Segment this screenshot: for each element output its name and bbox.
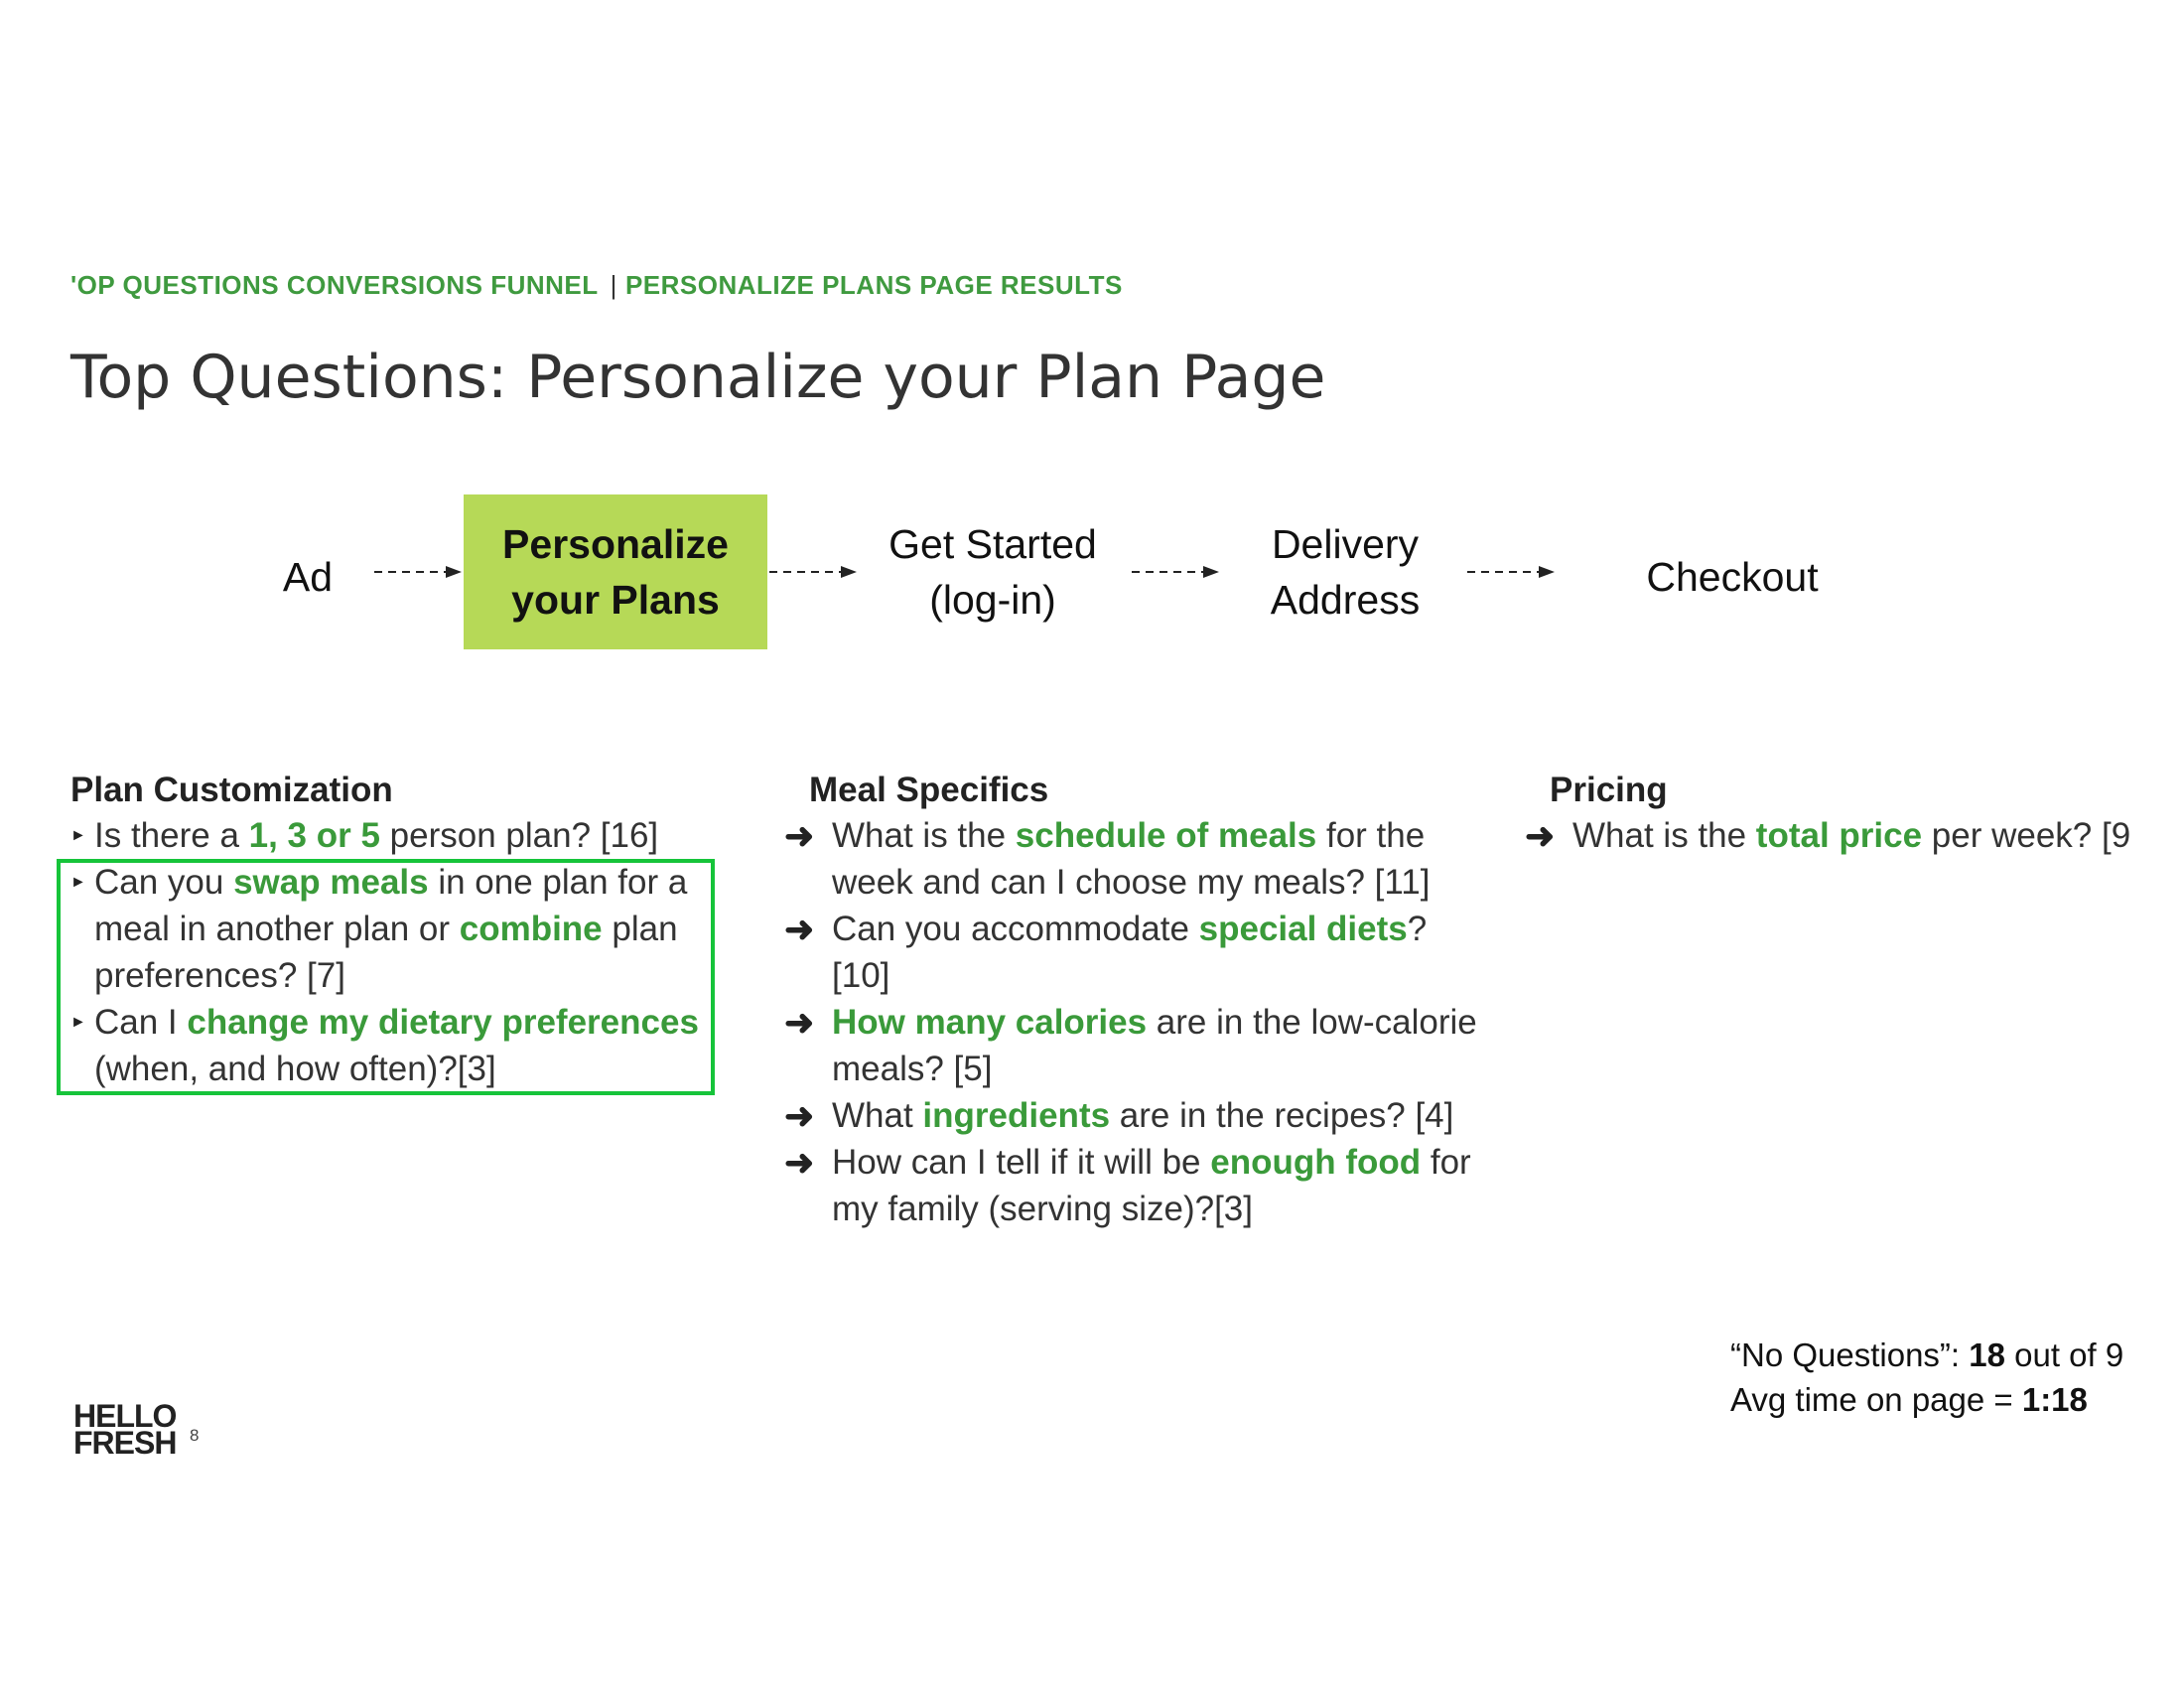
list-item: ➜ What ingredients are in the recipes? [4] xyxy=(784,1092,1479,1139)
section-kicker xyxy=(70,270,1123,301)
funnel-step-label-line2: Address xyxy=(1270,577,1421,623)
funnel-step-get-started xyxy=(874,516,1112,628)
avg-time-stat: Avg time on page = 1:18 xyxy=(1730,1381,2088,1418)
bullet-triangle-icon: ► xyxy=(70,827,86,844)
funnel-step-label-line1: Delivery xyxy=(1271,521,1420,567)
meal-specifics-list xyxy=(784,812,1479,1232)
kicker-separator: | xyxy=(610,270,617,300)
list-item: ➜ How many calories are in the low-calorie meals? [5] xyxy=(784,999,1479,1092)
funnel-step-label: Checkout xyxy=(1646,554,1819,600)
plan-customization-heading: Plan Customization xyxy=(70,771,393,809)
page-number: 8 xyxy=(190,1426,200,1445)
bullet-triangle-icon: ► xyxy=(70,874,86,891)
arrow-right-icon: ➜ xyxy=(784,1142,815,1183)
list-item: ➜ Can you accommodate special diets? [10] xyxy=(784,906,1479,999)
pricing-heading: Pricing xyxy=(1550,771,1668,809)
funnel-step-delivery xyxy=(1241,516,1449,628)
meal-specifics-heading: Meal Specifics xyxy=(809,771,1049,809)
arrow-right-icon: ➜ xyxy=(784,909,815,949)
kicker-left: 'OP QUESTIONS CONVERSIONS FUNNEL xyxy=(70,270,599,300)
page-title: Top Questions: Personalize your Plan Page xyxy=(70,343,1326,412)
funnel-arrow-3 xyxy=(1132,564,1221,568)
pricing-list xyxy=(1525,812,2140,859)
funnel-step-ad xyxy=(268,549,347,605)
funnel-arrow-1 xyxy=(374,564,464,568)
funnel-step-label: Ad xyxy=(282,554,334,600)
funnel-arrow-4 xyxy=(1467,564,1557,568)
meal-specifics-column xyxy=(784,771,1479,1232)
pricing-column xyxy=(1525,771,2140,859)
funnel-step-label-line2: (log-in) xyxy=(929,577,1056,623)
list-item: ➜ What is the total price per week? [9 xyxy=(1525,812,2140,859)
list-item: ► Can I change my dietary preferences (when, and how often)?[3] xyxy=(70,999,726,1092)
funnel-step-personalize xyxy=(464,494,767,649)
highlight-box xyxy=(57,859,715,1095)
funnel-step-label-line2: your Plans xyxy=(511,577,720,623)
funnel-step-checkout xyxy=(1618,549,1846,605)
hellofresh-logo: HELLO FRESH xyxy=(73,1398,177,1461)
no-questions-stat: “No Questions”: 18 out of 9 xyxy=(1730,1336,2124,1373)
funnel-step-label-line1: Personalize xyxy=(502,521,729,567)
arrow-right-icon: ➜ xyxy=(784,1095,815,1136)
list-item: ► Can you swap meals in one plan for a meal in another plan or combine plan preferences? [7] xyxy=(70,859,726,999)
list-item: ➜ What is the schedule of meals for the week and can I choose my meals? [11] xyxy=(784,812,1479,906)
kicker-right: PERSONALIZE PLANS PAGE RESULTS xyxy=(624,270,1123,300)
arrow-right-icon: ➜ xyxy=(784,815,815,856)
bullet-triangle-icon: ► xyxy=(70,1014,86,1031)
funnel-step-label-line1: Get Started xyxy=(888,521,1097,567)
arrow-right-icon: ➜ xyxy=(784,1002,815,1043)
arrow-right-icon: ➜ xyxy=(1525,815,1556,856)
list-item: ➜ How can I tell if it will be enough food for my family (serving size)?[3] xyxy=(784,1139,1479,1232)
stats-box xyxy=(1730,1333,2127,1422)
list-item: ► Is there a 1, 3 or 5 person plan? [16] xyxy=(70,812,726,859)
funnel-arrow-2 xyxy=(769,564,859,568)
